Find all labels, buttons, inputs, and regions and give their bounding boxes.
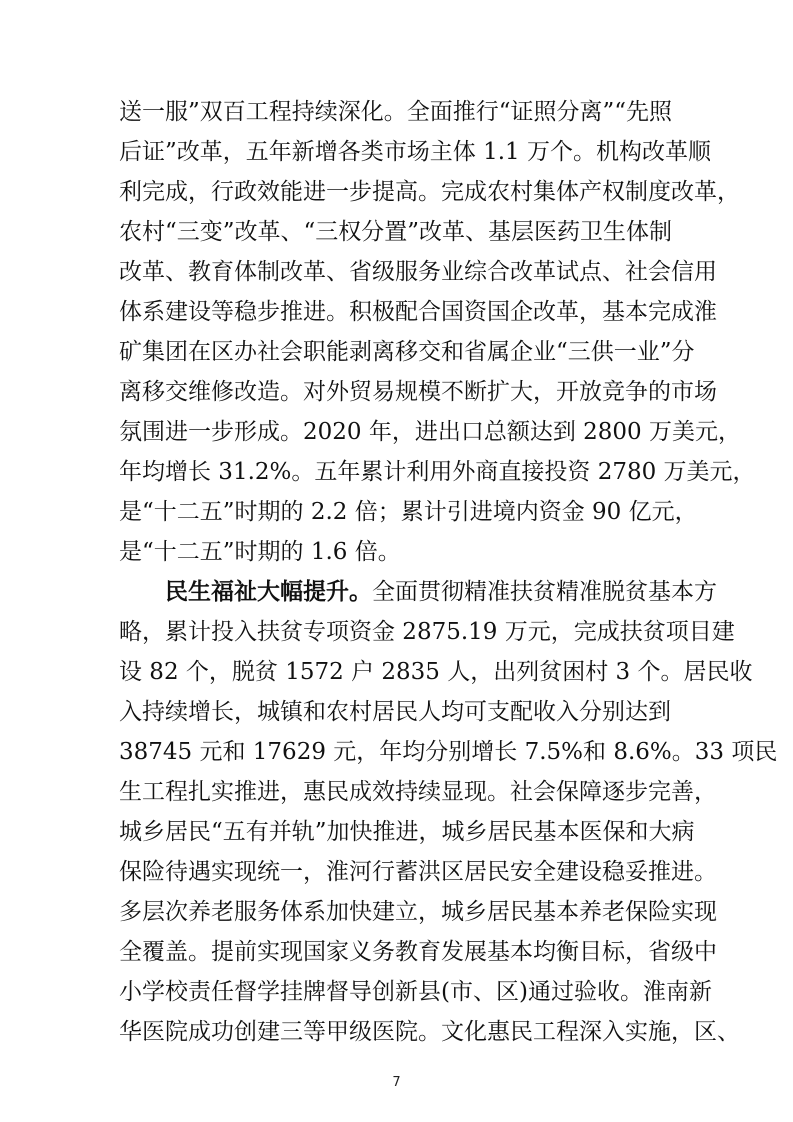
text-line: 是“十二五”时期的 1.6 倍。 [119,539,401,565]
text-line: 略，累计投入扶贫专项资金 2875.19 万元，完成扶贫项目建 [119,619,735,645]
text-line: 入持续增长，城镇和农村居民人均可支配收入分别达到 [119,699,671,725]
paragraph-first-line [165,572,717,612]
text-line: 设 82 个，脱贫 1572 户 2835 人，出列贫困村 3 个。居民收 [119,659,753,685]
text-line: 全覆盖。提前实现国家义务教育发展基本均衡目标，省级中 [119,939,717,965]
text-line: 体系建设等稳步推进。积极配合国资国企改革，基本完成淮 [119,299,717,325]
text-line: 利完成，行政效能进一步提高。完成农村集体产权制度改革， [119,179,740,205]
text-line: 38745 元和 17629 元，年均分别增长 7.5%和 8.6%。33 项民 [119,739,778,765]
text-line: 保险待遇实现统一，淮河行蓄洪区居民安全建设稳妥推进。 [119,859,717,885]
paragraph-heading: 民生福祉大幅提升。 [165,578,372,605]
page-number: 7 [392,1075,401,1090]
text-line: 送一服”双百工程持续深化。全面推行“证照分离”“先照 [119,99,673,125]
text-line: 改革、教育体制改革、省级服务业综合改革试点、社会信用 [119,259,717,285]
text-line: 多层次养老服务体系加快建立，城乡居民基本养老保险实现 [119,899,717,925]
text-line: 小学校责任督学挂牌督导创新县(市、区)通过验收。淮南新 [119,979,712,1005]
paragraph-first-line-text: 全面贯彻精准扶贫精准脱贫基本方 [372,579,717,605]
text-line: 生工程扎实推进，惠民成效持续显现。社会保障逐步完善， [119,779,717,805]
text-line: 年均增长 31.2%。五年累计利用外商直接投资 2780 万美元， [119,459,756,485]
text-line: 城乡居民“五有并轨”加快推进，城乡居民基本医保和大病 [119,819,695,845]
text-line: 是“十二五”时期的 2.2 倍；累计引进境内资金 90 亿元， [119,499,698,525]
text-line: 离移交维修改造。对外贸易规模不断扩大，开放竞争的市场 [119,379,717,405]
text-line: 华医院成功创建三等甲级医院。文化惠民工程深入实施，区、 [119,1019,740,1045]
text-line: 后证”改革，五年新增各类市场主体 1.1 万个。机构改革顺 [119,139,711,165]
text-line: 农村“三变”改革、“三权分置”改革、基层医药卫生体制 [119,219,673,245]
text-line: 氛围进一步形成。2020 年，进出口总额达到 2800 万美元， [119,419,741,445]
text-line: 矿集团在区办社会职能剥离移交和省属企业“三供一业”分 [119,339,695,365]
